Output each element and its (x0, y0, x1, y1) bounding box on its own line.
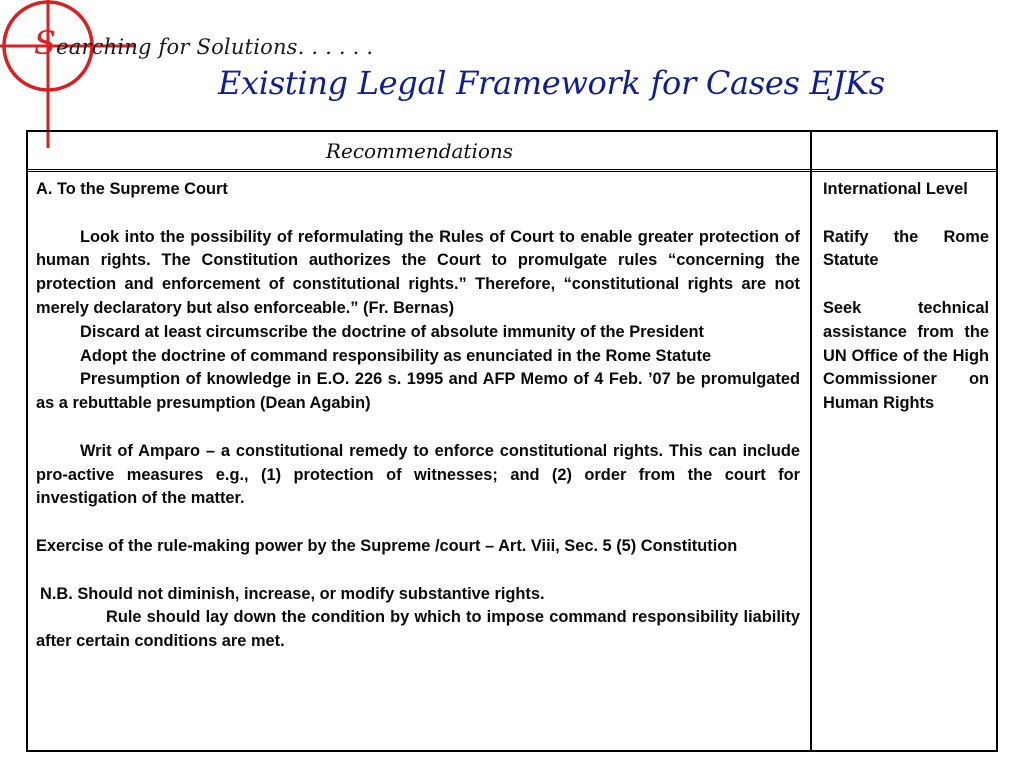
recommendation-paragraph: Presumption of knowledge in E.O. 226 s. 1995 and AFP Memo of 4 Feb. ’07 be promulgated as a rebuttable presumption (Dean Agabin) (36, 370, 800, 413)
right-column-header (812, 132, 998, 169)
right-cell (823, 178, 989, 416)
right-heading: International Level (823, 180, 968, 198)
crosshair-target-icon (0, 0, 140, 150)
recommendation-paragraph: Exercise of the rule-making power by the Supreme /court – Art. Viii, Sec. 5 (5) Constitution (36, 536, 738, 555)
right-paragraph: Ratify the Rome Statute (823, 227, 989, 270)
recommendation-paragraph: Adopt the doctrine of command responsibility as enunciated in the Rome Statute (80, 346, 712, 365)
right-paragraph: Seek technical assistance from the UN Office of the High Commissioner on Human Rights (823, 298, 989, 413)
note-paragraph: Rule should lay down the condition by which to impose command responsibility liability after certain conditions are met. (36, 608, 800, 651)
recommendation-paragraph: Look into the possibility of reformulating the Rules of Court to enable greater protection of human rights. The Constitution authorizes the Court to promulgate rules “concerning the protection and enforcement of constitutional rights.” Therefore, “constitutional rights are not merely declaratory but also enforceable.” (Fr. Bernas) (36, 227, 800, 317)
left-cell (36, 178, 800, 654)
recommendations-table (26, 130, 998, 752)
slide-title: Existing Legal Framework for Cases EJKs (218, 64, 885, 102)
table-header-row (28, 132, 996, 172)
recommendation-paragraph: Writ of Amparo – a constitutional remedy to enforce constitutional rights. This can include pro-active measures e.g., (1) protection of witnesses; and (2) order from the court for investigation of the matter. (36, 441, 800, 508)
subtitle-initial: S (34, 24, 57, 62)
section-heading: A. To the Supreme Court (36, 180, 228, 198)
recommendations-header: Recommendations (325, 138, 514, 163)
column-divider (810, 132, 812, 750)
recommendation-paragraph: Discard at least circumscribe the doctrine of absolute immunity of the President (80, 322, 704, 341)
subtitle (34, 24, 373, 62)
subtitle-text: earching for Solutions. . . . . . (56, 35, 374, 59)
note-paragraph: N.B. Should not diminish, increase, or modify substantive rights. (40, 584, 545, 603)
